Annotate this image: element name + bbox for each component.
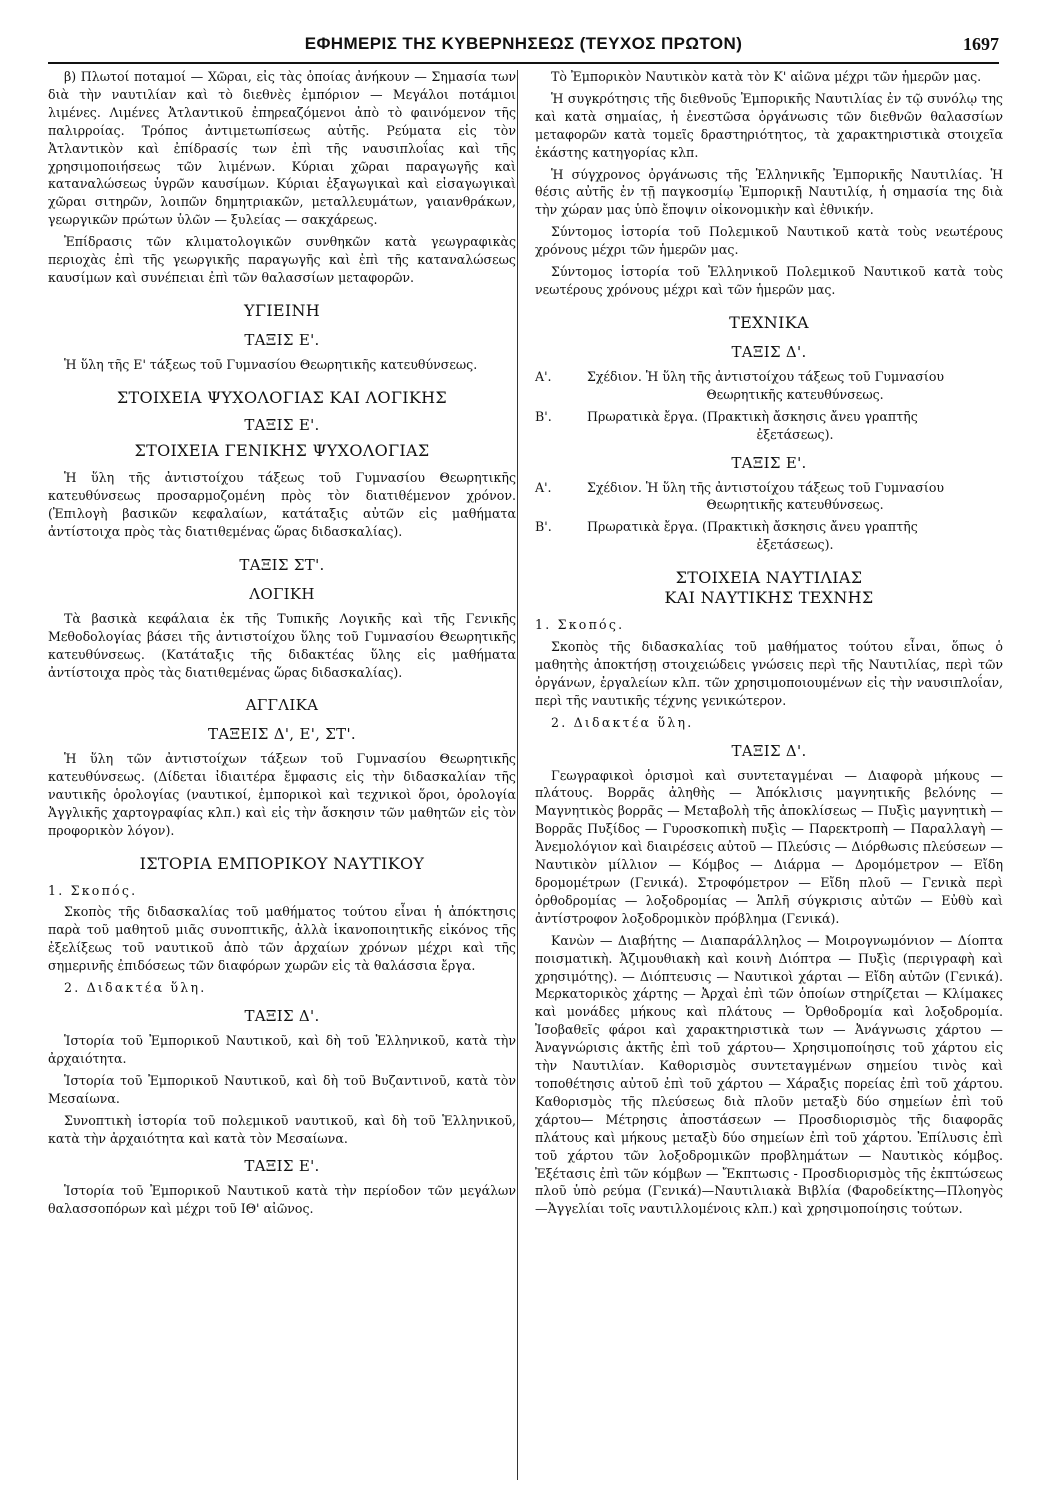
paragraph: Ἡ σύγχρονος ὀργάνωσις τῆς Ἑλληνικῆς Ἐμπορικῆς Ναυτιλίας. Ἡ θέσις αὐτῆς ἐν τῇ παγκοσμίῳ Ἐμπορικῇ Ναυτιλίᾳ, ἡ σημασία της διὰ τὴν χώραν μας ὑπὸ ἔποψιν οἰκονομικὴν καὶ ἐθνικήν.: [535, 166, 1003, 218]
paragraph: β) Πλωτοί ποταμοί — Χῶραι, εἰς τὰς ὁποίας ἀνήκουν — Σημασία των διὰ τὴν ναυτιλίαν καὶ τὸ διεθνὲς ἐμπόριον — Μεγάλοι ποτάμιοι λιμένες. Λιμένες Ἀτλαντικοῦ ἐπηρεαζόμενοι ἀπὸ τὸ φαινόμενον τῆς παλιρροίας. Τρόπος ἀντιμετωπίσεως αὐτῆς. Ρεύματα εἰς τὸν Ἀτλαντικὸν καὶ ἐπίδρασίς των ἐπὶ τῆς ναυσιπλοΐας καὶ τῆς χρησιμοποιήσεως τῶν λιμένων. Κύριαι χῶραι παραγωγῆς καὶ καταναλώσεως ὑγρῶν καυσίμων. Κύριαι ἐξαγωγικαὶ καὶ εἰσαγωγικαὶ χῶραι σιτηρῶν, λοιπῶν δημητριακῶν, μεταλλευμάτων, γαιανθράκων, γεωργικῶν πρώτων ὑλῶν — ξυλείας — σακχάρεως.: [48, 69, 516, 228]
paragraph: Σκοπὸς τῆς διδασκαλίας τοῦ μαθήματος τούτου εἶναι, ὅπως ὁ μαθητὴς ἀποκτήσῃ στοιχειώδεις γνώσεις περὶ τῆς Ναυτιλίας, περὶ τῶν ὀργάνων, ἐργαλείων κλπ. τῶν χρησιμοποιουμένων εἰς τὴν ναυσιπλοΐαν, περὶ τῆς ναυτικῆς τέχνης γενικώτερον.: [535, 639, 1003, 708]
section-heading-merchant-navy-history: ΙΣΤΟΡΙΑ ΕΜΠΟΡΙΚΟΥ ΝΑΥΤΙΚΟΥ: [139, 853, 425, 873]
class-heading: ΤΑΞΙΣ ΣΤ'.: [239, 556, 325, 575]
paragraph: Τὰ βασικὰ κεφάλαια ἐκ τῆς Τυπικῆς Λογικῆς καὶ τῆς Γενικῆς Μεθοδολογίας βάσει τῆς ἀντιστοίχου ὕλης τοῦ Γυμνασίου Θεωρητικῆς κατευθύνσεως. (Κατάταξις τῆς διδακτέας ὕλης εἰς μαθήματα ἀντίστοιχα πρὸς τὰς διατιθεμένας ὥρας διδασκαλίας).: [48, 611, 516, 681]
item-label: Β'.: [535, 519, 552, 535]
class-heading: ΤΑΞΙΣ Ε'.: [244, 1157, 320, 1176]
item-label: Α'.: [535, 368, 552, 384]
item-text-line: Σχέδιον. Ἡ ὕλη τῆς ἀντιστοίχου τάξεως τοῦ Γυμνασίου: [587, 368, 945, 384]
item-text: [587, 479, 1003, 515]
list-item: [535, 479, 1003, 515]
gazette-title: ΕΦΗΜΕΡΙΣ ΤΗΣ ΚΥΒΕΡΝΗΣΕΩΣ (ΤΕΥΧΟΣ ΠΡΩΤΟΝ): [304, 34, 743, 53]
paragraph: Τὸ Ἐμπορικὸν Ναυτικὸν κατὰ τὸν Κ' αἰῶνα μέχρι τῶν ἡμερῶν μας.: [551, 69, 982, 84]
left-column: [48, 68, 516, 1222]
item-text-line: Σχέδιον. Ἡ ὕλη τῆς ἀντιστοίχου τάξεως τοῦ Γυμνασίου: [587, 479, 945, 495]
subsection-heading-general-psychology: ΣΤΟΙΧΕΙΑ ΓΕΝΙΚΗΣ ΨΥΧΟΛΟΓΙΑΣ: [134, 440, 430, 460]
page-header: [48, 32, 999, 64]
class-heading: ΤΑΞΙΣ Δ'.: [731, 342, 807, 361]
section-heading-english: ΑΓΓΛΙΚΑ: [245, 696, 319, 715]
right-column: [535, 68, 1003, 1222]
section-heading-psychology-logic: ΣΤΟΙΧΕΙΑ ΨΥΧΟΛΟΓΙΑΣ ΚΑΙ ΛΟΓΙΚΗΣ: [116, 387, 448, 407]
paragraph: Κανὼν — Διαβήτης — Διαπαράλληλος — Μοιρογνωμόνιον — Δίοπτα ποισματικὴ. Ἀζιμουθιακὴ καὶ κοινὴ Διόπτρα — Πυξὶς (περιγραφὴ καὶ χρησιμότης). — Διόπτευσις — Ναυτικοὶ χάρται — Εἴδη αὐτῶν (Γενικά). Μερκατορικὸς χάρτης — Ἀρχαὶ ἐπὶ τῶν ὁποίων στηρίζεται — Κλίμακες καὶ μονάδες μήκους καὶ πλάτους — Ὀρθοδρομία καὶ λοξοδρομία. Ἰσοβαθεῖς φάροι καὶ χαρακτηριστικὰ των — Ἀνάγνωσις χάρτου — Ἀναγνώρισις ἀκτῆς ἐπὶ τοῦ χάρτου— Χρησιμοποίησις τοῦ χάρτου εἰς τὴν Ναυτιλίαν. Καθορισμὸς συντεταγμένων σημείου τινὸς καὶ τοποθέτησις αὐτοῦ ἐπὶ τοῦ χάρτου — Χάραξις πορείας ἐπὶ τοῦ χάρτου. Καθορισμὸς τῆς πλεύσεως διὰ πλοῦν μεταξὺ δύο σημείων ἐπὶ τοῦ χάρτου— Μέτρησις ἀποστάσεων — Προσδιορισμὸς τῆς διαφορᾶς πλάτους καὶ μήκους μεταξὺ δύο σημείων ἐπὶ τοῦ χάρτου. Ἐπίλυσις ἐπὶ τοῦ χάρτου τῶν λοξοδρομικῶν προβλημάτων — Ναυτικὸς κόμβος. Ἐξέτασις ἐπὶ τῶν κόμβων — Ἔκπτωσις - Προσδιορισμὸς τῆς ἐκπτώσεως πλοῦ ὑπὸ ρεύμα (Γενικά)—Ναυτιλιακὰ Βιβλία (Φαροδείκτης—Πλοηγὸς—Ἀγγελίαι τοῖς ναυτιλλομένοις κλπ.) καὶ χρησιμοποίησις τούτων.: [535, 932, 1003, 1217]
paragraph: Σύντομος ἱστορία τοῦ Πολεμικοῦ Ναυτικοῦ κατὰ τοὺς νεωτέρους χρόνους μέχρι τῶν ἡμερῶν μας.: [535, 224, 1003, 258]
paragraph: Ἱστορία τοῦ Ἐμπορικοῦ Ναυτικοῦ κατὰ τὴν περίοδον τῶν μεγάλων θαλασσοπόρων καὶ μέχρι τοῦ ΙΘ' αἰῶνος.: [48, 1183, 516, 1217]
item-text-line: Πρωρατικὰ ἔργα. (Πρακτικὴ ἄσκησις ἄνευ γραπτῆς: [587, 408, 918, 424]
item-text: [587, 408, 1003, 444]
paragraph: Ἱστορία τοῦ Ἐμπορικοῦ Ναυτικοῦ, καὶ δὴ τοῦ Βυζαντινοῦ, κατὰ τὸν Μεσαίωνα.: [48, 1072, 516, 1106]
paragraph: Γεωγραφικοὶ ὁρισμοὶ καὶ συντεταγμέναι — Διαφορὰ μήκους — πλάτους. Βορρᾶς ἀληθὴς — Ἀπόκλισις μαγνητικῆς βελόνης — Μαγνητικὸς βορρᾶς — Μεταβολὴ τῆς ἀποκλίσεως — Πυξὶς μαγνητικὴ — Βορρᾶς Πυξίδος — Γυροσκοπικὴ πυξὶς — Παρεκτροπὴ — Παραλλαγὴ — Ἀνεμολόγιον καὶ διαιρέσεις αὐτοῦ — Πλεύσις — Διόρθωσις πλεύσεων — Ναυτικὸν μίλλιον — Κόμβος — Διάρμα — Δρομόμετρον — Εἴδη δρομομέτρων (Γενικά). Στροφόμετρον — Εἴδη πλοῦ — Γενικὰ περὶ ὀρθοδρομίας — λοξοδρομίας — Ἁπλῆ σύγκρισις αὐτῶν — Εὐθὺ καὶ ἀντίστροφον λοξοδρομικὸν πρόβλημα (Γενικά).: [535, 767, 1003, 926]
class-heading: ΤΑΞΙΣ Ε'.: [244, 330, 320, 349]
subsection-heading-logic: ΛΟΓΙΚΗ: [249, 585, 315, 604]
item-text: [587, 518, 1003, 554]
list-item: [535, 408, 1003, 444]
syllabus-label: 2. Διδακτέα ὕλη.: [64, 980, 207, 996]
class-heading: ΤΑΞΙΣ Δ'.: [731, 741, 807, 760]
paragraph: Ἡ συγκρότησις τῆς διεθνοῦς Ἐμπορικῆς Ναυτιλίας ἐν τῷ συνόλῳ της καὶ κατὰ σημαίας, ἡ ἐνεστῶσα ὀργάνωσις τῶν διεθνῶν θαλασσίων μεταφορῶν κατὰ τομεῖς δραστηριότητος, τὰ χαρακτηριστικὰ στοιχεῖα ἑκάστης κατηγορίας κλπ.: [535, 90, 1003, 160]
class-heading: ΤΑΞΕΙΣ Δ', Ε', ΣΤ'.: [208, 725, 356, 744]
paragraph: Ἐπίδρασις τῶν κλιματολογικῶν συνθηκῶν κατὰ γεωγραφικὰς περιοχὰς ἐπὶ τῆς γεωργικῆς παραγωγῆς καὶ ἐπὶ τῆς καταναλώσεως καυσίμων καὶ συνέπειαι ἐπὶ τῶν θαλασσίων μεταφορῶν.: [48, 234, 516, 285]
list-item: [535, 368, 1003, 404]
class-heading: ΤΑΞΙΣ Δ'.: [244, 1007, 320, 1025]
item-text-line: Θεωρητικῆς κατευθύνσεως.: [706, 386, 884, 402]
list-item: [535, 518, 1003, 554]
item-text-line: Πρωρατικὰ ἔργα. (Πρακτικὴ ἄσκησις ἄνευ γραπτῆς: [587, 519, 918, 535]
item-label: Β'.: [535, 408, 552, 424]
syllabus-label: 2. Διδακτέα ὕλη.: [551, 714, 694, 730]
item-text: [587, 368, 1003, 404]
paragraph: Ἡ ὕλη τῆς ἀντιστοίχου τάξεως τοῦ Γυμνασίου Θεωρητικῆς κατευθύνσεως προσαρμοζομένη πρὸς τὸν διατιθέμενον χρόνον. (Ἐπιλογὴ βασικῶν κεφαλαίων, κατάταξις αὐτῶν εἰς μαθήματα ἀντίστοιχα πρὸς τὰς διατιθεμένας ὥρας διδασκαλίας).: [48, 469, 516, 539]
paragraph: Ἡ ὕλη τῆς Ε' τάξεως τοῦ Γυμνασίου Θεωρητικῆς κατευθύνσεως.: [64, 356, 478, 372]
section-heading-navigation: ΣΤΟΙΧΕΙΑ ΝΑΥΤΙΛΙΑΣ: [675, 568, 863, 588]
purpose-label: 1. Σκοπός.: [535, 617, 625, 633]
paragraph: Ἱστορία τοῦ Ἐμπορικοῦ Ναυτικοῦ, καὶ δὴ τοῦ Ἑλληνικοῦ, κατὰ τὴν ἀρχαιότητα.: [48, 1033, 516, 1066]
purpose-label: 1. Σκοπός.: [48, 882, 138, 898]
column-divider: [517, 70, 518, 1480]
item-text-line: ἐξετάσεως).: [756, 537, 834, 553]
paragraph: Ἡ ὕλη τῶν ἀντιστοίχων τάξεων τοῦ Γυμνασίου Θεωρητικῆς κατευθύνσεως. (Δίδεται ἰδιαιτέρα ἔμφασις εἰς τὴν διδασκαλίαν τῆς ναυτικῆς ὁρολογίας (ναυτικοί, ἐμπορικοὶ καὶ τεχνικοὶ ὅροι, ὁρολογία Ἀγγλικῆς χαρτογραφίας κλπ.) καὶ εἰς τὴν ἄσκησιν τῶν μαθητῶν εἰς τὸν προφορικὸν λόγον).: [48, 751, 516, 838]
section-heading-hygiene: ΥΓΙΕΙΝΗ: [243, 300, 321, 320]
paragraph: Σκοπὸς τῆς διδασκαλίας τοῦ μαθήματος τούτου εἶναι ἡ ἀπόκτησις παρὰ τοῦ μαθητοῦ μιᾶς συνοπτικῆς, ἀλλὰ ἱκανοποιητικῆς εἰκόνος τῆς ἐξελίξεως τοῦ ναυτικοῦ ἀπὸ τῶν ἀρχαίων χρόνων μέχρι καὶ τῆς σημερινῆς ἐπιδόσεως τῶν διαφόρων χωρῶν εἰς τὰ θαλάσσια ἔργα.: [48, 904, 516, 974]
item-label: Α'.: [535, 479, 552, 495]
paragraph: Σύντομος ἱστορία τοῦ Ἑλληνικοῦ Πολεμικοῦ Ναυτικοῦ κατὰ τοὺς νεωτέρους χρόνους μέχρι καὶ τῶν ἡμερῶν μας.: [535, 264, 1003, 297]
paragraph: Συνοπτικὴ ἱστορία τοῦ πολεμικοῦ ναυτικοῦ, καὶ δὴ τοῦ Ἑλληνικοῦ, κατὰ τὴν ἀρχαιότητα καὶ κατὰ τὸν Μεσαίωνα.: [48, 1112, 516, 1146]
item-text-line: Θεωρητικῆς κατευθύνσεως.: [706, 497, 884, 513]
class-heading: ΤΑΞΙΣ Ε'.: [731, 453, 807, 472]
class-heading: ΤΑΞΙΣ Ε'.: [244, 415, 320, 434]
page-number: 1697: [963, 34, 999, 54]
item-text-line: ἐξετάσεως).: [756, 426, 834, 442]
section-heading-navigation-art: ΚΑΙ ΝΑΥΤΙΚΗΣ ΤΕΧΝΗΣ: [664, 588, 874, 608]
section-heading-technical: ΤΕΧΝΙΚΑ: [729, 312, 809, 332]
